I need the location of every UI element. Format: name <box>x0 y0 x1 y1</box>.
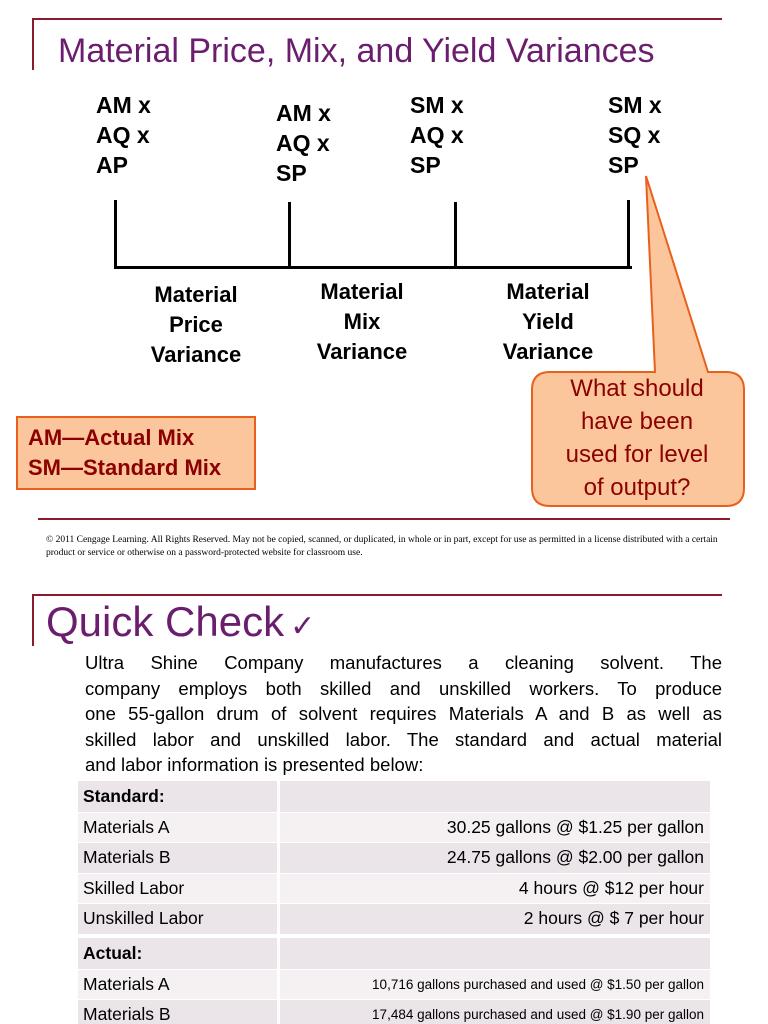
slide2-title <box>46 598 315 646</box>
copyright-notice: © 2011 Cengage Learning. All Rights Reserved. May not be copied, scanned, or duplicated, in whole or in part, except for use as permitted in a license distributed with a certain product or service or otherwise on a password-protected website for classroom use. <box>46 535 718 558</box>
table-cell-value: 10,716 gallons purchased and used @ $1.50 per gallon <box>280 970 710 1000</box>
intro-paragraph <box>85 650 722 778</box>
table-row <box>78 873 710 904</box>
formula-line: SQ x <box>608 122 661 148</box>
callout-line: of output? <box>583 474 691 501</box>
actual-table <box>78 938 710 1024</box>
formula-line: AQ x <box>96 122 150 148</box>
table-cell <box>280 781 710 812</box>
variance-line: Yield <box>522 309 574 334</box>
legend-standard-mix: SM—Standard Mix <box>28 455 222 480</box>
slide1-footer-rule <box>38 518 730 520</box>
callout-line: used for level <box>565 441 709 468</box>
legend-actual-mix: AM—Actual Mix <box>28 425 195 450</box>
table-cell-label: Skilled Labor <box>78 874 280 904</box>
actual-header: Actual: <box>78 938 280 969</box>
formula-line: AM x <box>276 100 331 126</box>
variance-line: Price <box>169 312 223 337</box>
formula-line: AQ x <box>410 122 464 148</box>
intro-line: and labor information is presented below: <box>85 754 424 775</box>
variance-line: Mix <box>343 309 381 334</box>
variance-line: Material <box>506 279 590 304</box>
callout-line: have been <box>580 408 694 435</box>
formula-line: SP <box>608 152 639 178</box>
variance-line: Variance <box>316 339 408 364</box>
table-row <box>78 842 710 873</box>
table-cell-label: Materials A <box>78 970 280 1000</box>
table-cell-value: 2 hours @ $ 7 per hour <box>280 904 710 934</box>
slide1-title: Material Price, Mix, and Yield Variances <box>58 32 655 70</box>
table-cell-value: 4 hours @ $12 per hour <box>280 874 710 904</box>
formula-line: AP <box>96 152 128 178</box>
formula-line: AM x <box>96 92 151 118</box>
check-icon: ✓ <box>290 610 316 643</box>
intro-line: skilled labor and unskilled labor. The standard and actual material <box>85 728 722 750</box>
table-cell-value: 30.25 gallons @ $1.25 per gallon <box>280 813 710 843</box>
formula-line: SM x <box>410 92 464 118</box>
intro-line: Ultra Shine Company manufactures a cleaning solvent. The <box>85 652 722 673</box>
variance-line: Material <box>320 279 404 304</box>
table-header-row <box>78 781 710 812</box>
variance-line: Variance <box>502 339 594 364</box>
table-cell-label: Materials B <box>78 1000 280 1024</box>
standard-table <box>78 781 710 934</box>
table-row <box>78 999 710 1024</box>
table-cell-value: 17,484 gallons purchased and used @ $1.90 per gallon <box>280 1000 710 1024</box>
formula-line: AQ x <box>276 130 330 156</box>
table-cell <box>280 938 710 969</box>
formula-line: SM x <box>608 92 662 118</box>
table-row <box>78 969 710 1000</box>
slide2-side-rule <box>32 594 34 646</box>
table-header-row <box>78 938 710 969</box>
quick-check-title: Quick Check <box>46 598 285 645</box>
standard-header: Standard: <box>78 781 280 812</box>
intro-line: company employs both skilled and unskilled workers. To produce <box>85 677 722 699</box>
callout-line: What should <box>570 375 704 402</box>
table-cell-label: Unskilled Labor <box>78 904 280 934</box>
table-cell-label: Materials A <box>78 813 280 843</box>
callout-text <box>532 372 742 504</box>
formula-line: SP <box>410 152 441 178</box>
slide2-top-rule <box>32 594 722 596</box>
table-cell-label: Materials B <box>78 843 280 873</box>
variance-line: Material <box>154 282 238 307</box>
table-row <box>78 903 710 934</box>
intro-line: one 55-gallon drum of solvent requires Materials A and B as well as <box>85 703 722 724</box>
formula-line: SP <box>276 160 307 186</box>
table-cell-value: 24.75 gallons @ $2.00 per gallon <box>280 843 710 873</box>
variance-line: Variance <box>150 342 242 367</box>
table-row <box>78 812 710 843</box>
